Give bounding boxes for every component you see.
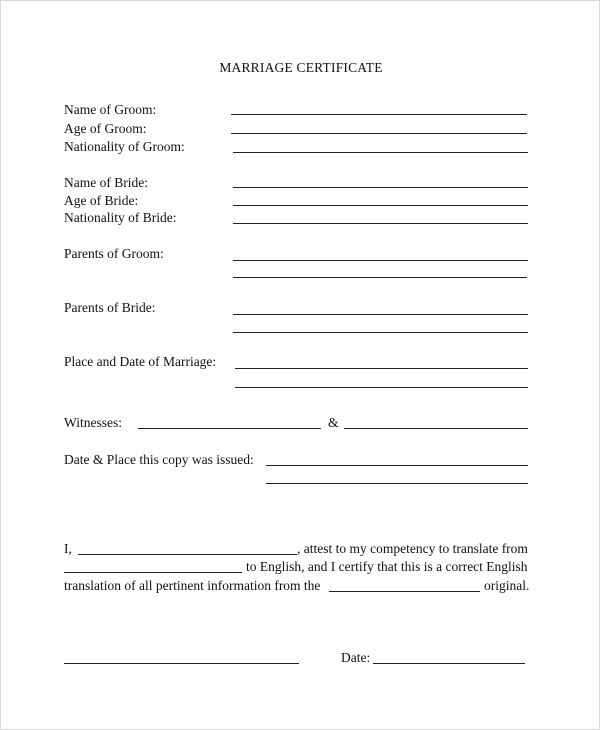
groom-parents-line-1[interactable] xyxy=(233,260,528,261)
groom-age-label: Age of Groom: xyxy=(64,121,147,136)
groom-parents-label: Parents of Groom: xyxy=(64,246,164,261)
attest-original-text: original. xyxy=(484,578,530,593)
groom-nationality-line[interactable] xyxy=(233,152,528,153)
groom-nationality-label: Nationality of Groom: xyxy=(64,139,185,154)
bride-parents-line-2[interactable] xyxy=(233,332,528,333)
groom-age-line[interactable] xyxy=(231,133,527,134)
translator-name-line[interactable] xyxy=(78,554,297,555)
witness-1-line[interactable] xyxy=(138,428,321,429)
bride-nationality-line[interactable] xyxy=(233,223,528,224)
groom-name-label: Name of Groom: xyxy=(64,102,157,117)
witness-ampersand: & xyxy=(328,415,339,430)
bride-nationality-label: Nationality of Bride: xyxy=(64,210,177,225)
bride-parents-label: Parents of Bride: xyxy=(64,300,156,315)
place-date-line-1[interactable] xyxy=(235,368,528,369)
attest-competency-text: , attest to my competency to translate from xyxy=(297,541,528,556)
bride-age-label: Age of Bride: xyxy=(64,193,139,208)
date-line[interactable] xyxy=(373,663,525,664)
attest-translation-text: translation of all pertinent information from the xyxy=(64,578,321,593)
source-language-line[interactable] xyxy=(64,572,242,573)
attest-i: I, xyxy=(64,541,72,556)
bride-name-line[interactable] xyxy=(233,187,528,188)
place-date-line-2[interactable] xyxy=(235,387,528,388)
groom-name-line[interactable] xyxy=(231,114,527,115)
date-label: Date: xyxy=(341,650,371,665)
witnesses-label: Witnesses: xyxy=(64,415,122,430)
signature-line[interactable] xyxy=(64,663,299,664)
original-language-line[interactable] xyxy=(329,591,480,592)
bride-name-label: Name of Bride: xyxy=(64,175,148,190)
copy-issued-line-2[interactable] xyxy=(266,483,528,484)
witness-2-line[interactable] xyxy=(344,428,528,429)
copy-issued-line-1[interactable] xyxy=(266,465,528,466)
copy-issued-label: Date & Place this copy was issued: xyxy=(64,452,254,467)
bride-age-line[interactable] xyxy=(233,205,528,206)
bride-parents-line-1[interactable] xyxy=(233,314,528,315)
attest-certify-text: to English, and I certify that this is a correct English xyxy=(246,559,528,574)
place-date-label: Place and Date of Marriage: xyxy=(64,354,217,369)
document-title: MARRIAGE CERTIFICATE xyxy=(219,60,383,75)
groom-parents-line-2[interactable] xyxy=(233,277,527,278)
